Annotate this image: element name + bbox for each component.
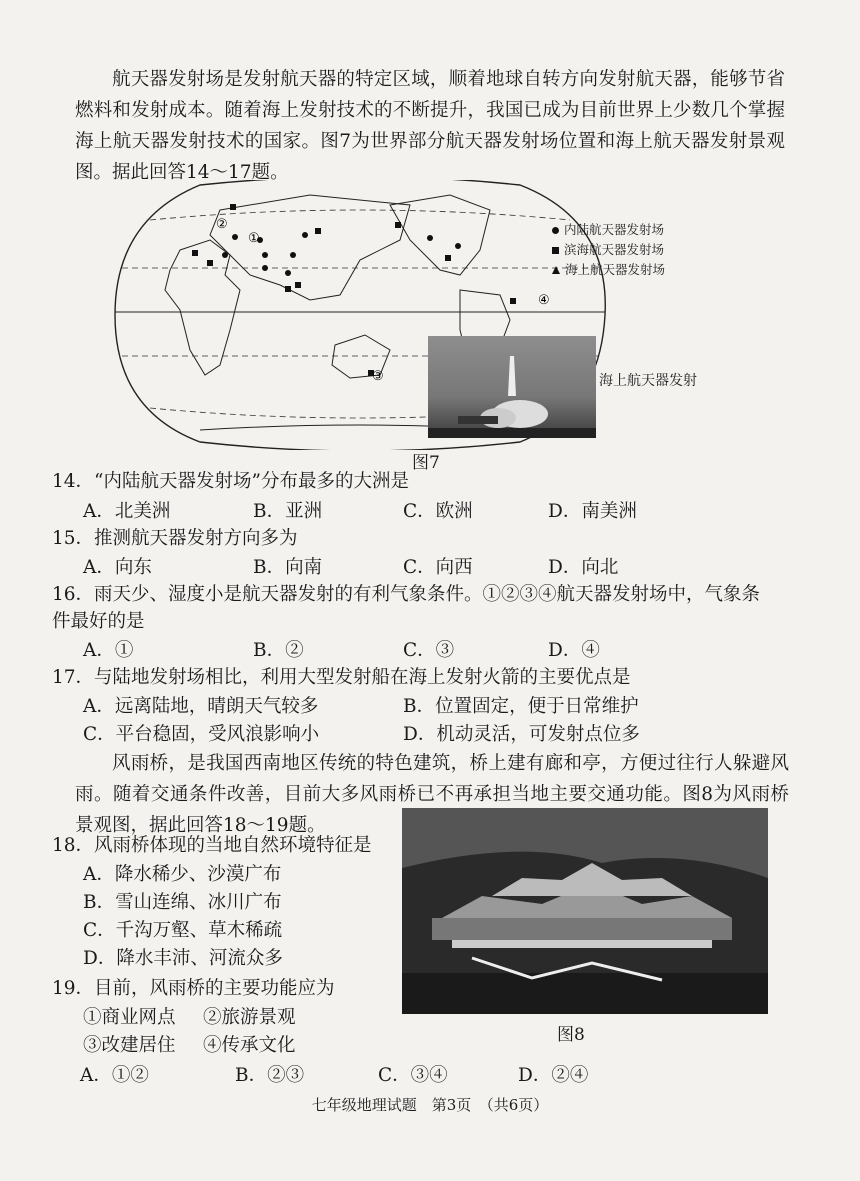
q17-option-b: B．位置固定，便于日常维护 [403,696,639,717]
question-19: 19．目前，风雨桥的主要功能应为 [52,978,335,999]
q17-option-d: D．机动灵活，可发射点位多 [403,724,640,745]
q15-option-d: D．向北 [548,557,619,578]
legend-coastal: 滨海航天器发射场 [564,242,665,257]
question-17: 17．与陆地发射场相比，利用大型发射船在海上发射火箭的主要优点是 [52,667,631,688]
figure8-caption: 图8 [557,1025,585,1045]
intro-paragraph-bridge: 风雨桥，是我国西南地区传统的特色建筑，桥上建有廊和亭，方便过往行人躲避风雨。随着交通条件改善，目前大多风雨桥已不再承担当地主要交通功能。图8为风雨桥景观图，据此回答18～19题。 [75,753,789,836]
question-16: 16．雨天少、湿度小是航天器发射的有利气象条件。①②③④航天器发射场中，气象条 [52,584,761,605]
question-16-continued: 件最好的是 [52,611,145,632]
q19-option-b: B．②③ [235,1065,305,1086]
sea-launch-photo-label: 海上航天器发射 [599,373,697,389]
q18-option-d: D．降水丰沛、河流众多 [83,948,283,969]
q16-option-c: C．③ [403,640,455,661]
square-icon [552,247,559,254]
question-18: 18．风雨桥体现的当地自然环境特征是 [52,835,372,856]
marker-3: ③ [372,369,384,384]
question-14: 14．“内陆航天器发射场”分布最多的大洲是 [52,471,409,492]
marker-4: ④ [538,293,550,308]
q19-choice-2: ②旅游景观 [203,1007,296,1028]
q19-choice-3: ③改建居住 [83,1035,176,1056]
q14-option-c: C．欧洲 [403,501,473,522]
q16-option-b: B．② [253,640,304,661]
q17-option-c: C．平台稳固，受风浪影响小 [83,724,320,745]
marker-1: ① [248,231,260,246]
q16-option-a: A．① [83,640,134,661]
q19-choice-1: ①商业网点 [83,1007,176,1028]
q19-option-a: A．①② [80,1065,149,1086]
sea-launch-photo [428,336,596,438]
q15-option-b: B．向南 [253,557,323,578]
triangle-icon [552,266,560,274]
dot-icon [552,227,559,234]
q19-option-c: C．③④ [378,1065,448,1086]
wind-rain-bridge-photo [402,808,768,1014]
q14-option-d: D．南美洲 [548,501,637,522]
legend-sea: 海上航天器发射场 [565,262,666,277]
page-footer: 七年级地理试题 第3页 （共6页） [311,1096,549,1114]
map-legend [552,220,665,280]
legend-inland: 内陆航天器发射场 [564,222,665,237]
q18-option-b: B．雪山连绵、冰川广布 [83,892,282,913]
q15-option-c: C．向西 [403,557,473,578]
q18-option-a: A．降水稀少、沙漠广布 [83,864,282,885]
question-15: 15．推测航天器发射方向多为 [52,528,298,549]
q14-option-a: A．北美洲 [83,501,171,522]
q14-option-b: B．亚洲 [253,501,323,522]
q19-option-d: D．②④ [518,1065,589,1086]
figure7-caption: 图7 [412,453,440,473]
q18-option-c: C．千沟万壑、草木稀疏 [83,920,283,941]
q16-option-d: D．④ [548,640,600,661]
q19-choice-4: ④传承文化 [203,1035,296,1056]
intro-paragraph-launch: 航天器发射场是发射航天器的特定区域，顺着地球自转方向发射航天器，能够节省燃料和发射成本。随着海上发射技术的不断提升，我国已成为目前世界上少数几个掌握海上航天器发射技术的国家。图7为世界部分航天器发射场位置和海上航天器发射景观图。据此回答14～17题。 [75,69,785,183]
q15-option-a: A．向东 [83,557,152,578]
marker-2: ② [216,217,228,232]
q17-option-a: A．远离陆地，晴朗天气较多 [83,696,319,717]
